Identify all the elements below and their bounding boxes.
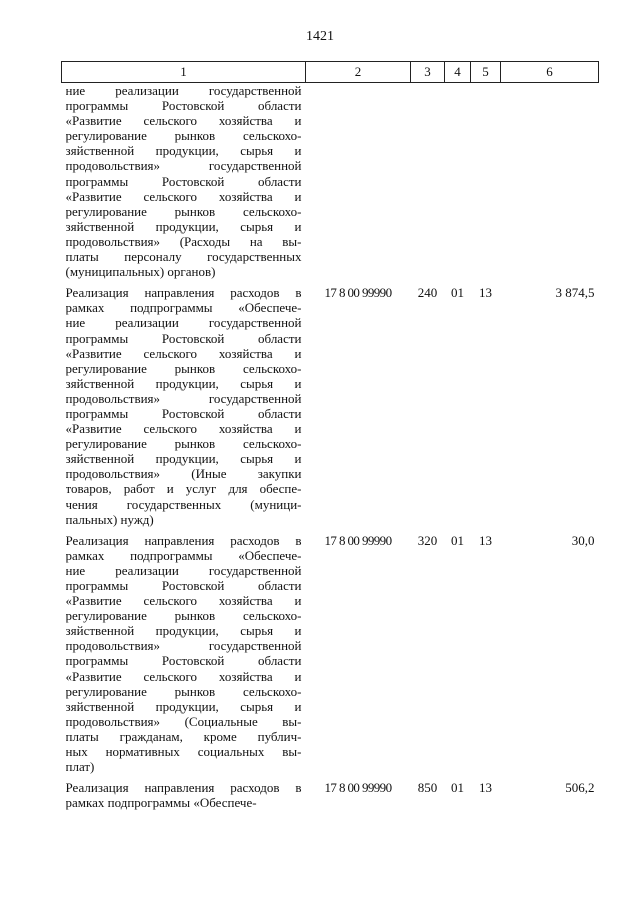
- description-line: программы Ростовской области: [65, 405, 302, 421]
- description-line: зяйственной продукции, сырья и: [65, 451, 302, 467]
- expense-type-code: 320: [417, 532, 438, 548]
- page-number: 1421: [306, 29, 334, 44]
- table-row: [62, 533, 599, 781]
- description-line: платы гражданам, кроме публич-: [65, 728, 302, 744]
- description-line: регулирование рынков сельскохо-: [65, 360, 302, 376]
- expense-type-code: [411, 83, 445, 286]
- budget-table: [61, 61, 599, 816]
- description-line: ние реализации государственной: [65, 562, 302, 578]
- expense-description: [62, 533, 306, 781]
- description-line: регулирование рынков сельскохо-: [65, 608, 302, 624]
- description-line: зяйственной продукции, сырья и: [65, 623, 302, 639]
- target-article-code: 17 8 00 99990: [324, 532, 392, 548]
- description-line: ние реализации государственной: [65, 315, 302, 331]
- description-line: регулирование рынков сельскохо-: [65, 128, 302, 144]
- subsection-code: 13: [479, 532, 492, 548]
- subsection-code: [471, 83, 501, 286]
- description-line: регулирование рынков сельскохо-: [65, 436, 302, 452]
- amount-value: [501, 83, 599, 286]
- column-header-1: 1: [62, 62, 306, 83]
- description-line: программы Ростовской области: [65, 578, 302, 593]
- column-header-3: 3: [411, 62, 445, 83]
- description-line: Реализация направления расходов в: [65, 532, 302, 548]
- description-line: Реализация направления расходов в: [65, 780, 302, 796]
- description-line: зяйственной продукции, сырья и: [65, 375, 302, 391]
- description-line: программы Ростовской области: [65, 98, 302, 114]
- expense-description: [62, 780, 306, 816]
- column-header-6: 6: [501, 62, 599, 83]
- description-line: «Развитие сельского хозяйства и: [65, 421, 302, 437]
- table-row: [62, 780, 599, 816]
- description-line: «Развитие сельского хозяйства и: [65, 593, 302, 609]
- description-line: ние реализации государственной: [65, 83, 302, 98]
- expense-type-code: 240: [417, 285, 438, 301]
- subsection-code: 13: [479, 285, 492, 301]
- description-line: пальных) нужд): [65, 511, 154, 527]
- description-line: программы Ростовской области: [65, 653, 302, 669]
- description-line: регулирование рынков сельскохо-: [65, 683, 302, 699]
- description-line: рамках подпрограммы «Обеспече-: [65, 547, 302, 563]
- column-header-5: 5: [471, 62, 501, 83]
- description-line: продовольствия» (Социальные вы-: [65, 713, 302, 729]
- column-number-row: [62, 62, 599, 83]
- description-line: чения государственных (муници-: [65, 496, 302, 512]
- subsection-code: 13: [479, 780, 492, 796]
- section-code: 01: [451, 780, 464, 796]
- table-row: [62, 83, 599, 286]
- description-line: (муниципальных) органов): [65, 264, 216, 280]
- target-article-code: 17 8 00 99990: [324, 780, 392, 796]
- description-line: ных нормативных социальных вы-: [65, 744, 302, 760]
- description-line: зяйственной продукции, сырья и: [65, 218, 302, 234]
- description-line: программы Ростовской области: [65, 330, 302, 346]
- target-article-code: [306, 83, 411, 286]
- description-line: Реализация направления расходов в: [65, 285, 302, 301]
- section-code: [445, 83, 471, 286]
- amount-value: 506,2: [565, 780, 595, 796]
- description-line: платы персоналу государственных: [65, 249, 302, 265]
- description-line: «Развитие сельского хозяйства и: [65, 113, 302, 129]
- description-line: «Развитие сельского хозяйства и: [65, 188, 302, 204]
- amount-value: 3 874,5: [555, 285, 595, 301]
- expense-description: [62, 285, 306, 533]
- amount-value: 30,0: [571, 532, 595, 548]
- description-line: продовольствия» государственной: [65, 158, 302, 174]
- expense-description: [62, 83, 306, 286]
- target-article-code: 17 8 00 99990: [324, 285, 392, 301]
- description-line: регулирование рынков сельскохо-: [65, 203, 302, 219]
- column-header-4: 4: [445, 62, 471, 83]
- description-line: зяйственной продукции, сырья и: [65, 143, 302, 159]
- expense-type-code: 850: [417, 780, 438, 796]
- description-line: рамках подпрограммы «Обеспече-: [65, 300, 302, 316]
- column-header-2: 2: [306, 62, 411, 83]
- description-line: рамках подпрограммы «Обеспече-: [65, 795, 257, 811]
- description-line: «Развитие сельского хозяйства и: [65, 345, 302, 361]
- description-line: зяйственной продукции, сырья и: [65, 698, 302, 714]
- description-line: продовольствия» (Расходы на вы-: [65, 233, 302, 249]
- description-line: продовольствия» (Иные закупки: [65, 466, 302, 482]
- description-line: товаров, работ и услуг для обеспе-: [65, 481, 302, 497]
- description-line: плат): [65, 759, 95, 775]
- table-row: [62, 285, 599, 533]
- description-line: продовольствия» государственной: [65, 638, 302, 654]
- description-line: программы Ростовской области: [65, 173, 302, 189]
- description-line: «Развитие сельского хозяйства и: [65, 668, 302, 684]
- description-line: продовольствия» государственной: [65, 390, 302, 406]
- section-code: 01: [451, 285, 464, 301]
- section-code: 01: [451, 532, 464, 548]
